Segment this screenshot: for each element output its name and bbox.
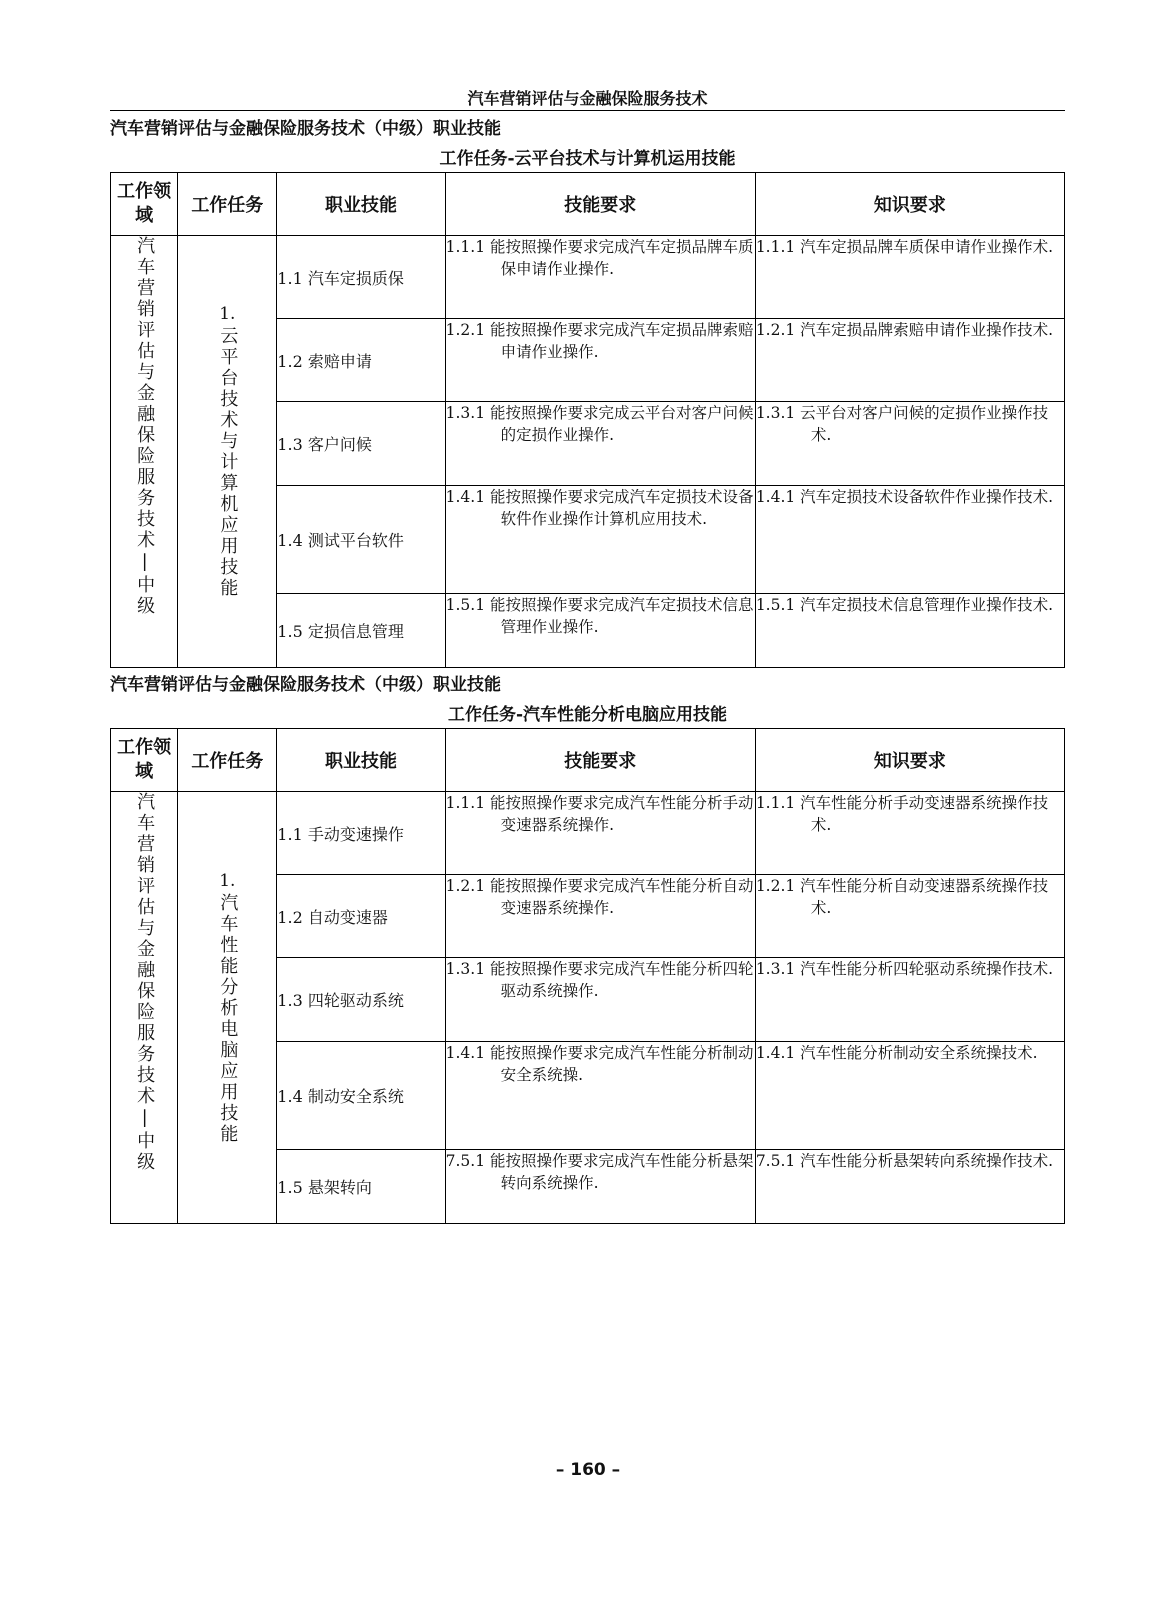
knowledge-req-text: 1.5.1 汽车定损技术信息管理作业操作技术.	[755, 596, 1054, 614]
skill-req-cell	[445, 236, 755, 319]
col-header-skill-req: 技能要求	[445, 729, 755, 792]
skill-req-text: 1.5.1 能按照操作要求完成汽车定损技术信息管理作业操作.	[445, 596, 754, 636]
knowledge-req-text: 1.2.1 汽车性能分析自动变速器系统操作技术.	[755, 877, 1049, 917]
skills-table-2	[110, 728, 1065, 1224]
knowledge-req-cell	[755, 594, 1064, 668]
knowledge-req-cell	[755, 958, 1064, 1042]
skill-cell: 1.4 测试平台软件	[277, 486, 445, 594]
col-header-domain: 工作领域	[111, 729, 178, 792]
header-rule	[110, 110, 1065, 111]
skill-req-cell	[445, 1042, 755, 1150]
skill-req-text: 1.2.1 能按照操作要求完成汽车性能分析自动变速器系统操作.	[445, 877, 754, 917]
skill-cell: 1.2 自动变速器	[277, 875, 445, 958]
running-header: 汽车营销评估与金融保险服务技术	[467, 89, 708, 108]
col-header-skill: 职业技能	[277, 729, 445, 792]
knowledge-req-cell	[755, 486, 1064, 594]
col-header-skill-req: 技能要求	[445, 173, 755, 236]
knowledge-req-text: 1.1.1 汽车定损品牌车质保申请作业操作术.	[755, 238, 1054, 256]
col-header-knowledge-req: 知识要求	[755, 173, 1064, 236]
skill-req-cell	[445, 486, 755, 594]
section-2-heading: 汽车营销评估与金融保险服务技术（中级）职业技能	[110, 675, 501, 695]
task-name: 云平台技术与计算机应用技能	[217, 326, 239, 599]
table-row	[111, 236, 1065, 319]
skill-req-text: 1.3.1 能按照操作要求完成云平台对客户问候的定损作业操作.	[445, 404, 754, 444]
knowledge-req-text: 1.4.1 汽车性能分析制动安全系统操技术.	[755, 1044, 1038, 1062]
knowledge-req-text: 7.5.1 汽车性能分析悬架转向系统操作技术.	[755, 1152, 1054, 1170]
skill-req-text: 1.3.1 能按照操作要求完成汽车性能分析四轮驱动系统操作.	[445, 960, 754, 1000]
skill-cell: 1.3 客户问候	[277, 402, 445, 486]
skill-cell: 1.1 手动变速操作	[277, 792, 445, 875]
section-2-subheading: 工作任务-汽车性能分析电脑应用技能	[447, 705, 728, 725]
skill-req-cell	[445, 402, 755, 486]
skill-cell: 1.5 定损信息管理	[277, 594, 445, 668]
domain-text: 汽车营销评估与金融保险服务技术|中级	[134, 792, 156, 1173]
skill-req-text: 1.4.1 能按照操作要求完成汽车定损技术设备软件作业操作计算机应用技术.	[445, 488, 754, 528]
page-number: – 160 –	[555, 1460, 621, 1480]
skill-req-text: 1.1.1 能按照操作要求完成汽车定损品牌车质保申请作业操作.	[445, 238, 754, 278]
section-1-subheading: 工作任务-云平台技术与计算机运用技能	[439, 149, 736, 169]
table-header-row	[111, 729, 1065, 792]
skill-cell: 1.1 汽车定损质保	[277, 236, 445, 319]
skill-req-text: 1.1.1 能按照操作要求完成汽车性能分析手动变速器系统操作.	[445, 794, 754, 834]
task-name: 汽车性能分析电脑应用技能	[217, 892, 239, 1145]
skill-req-cell	[445, 792, 755, 875]
skill-req-text: 7.5.1 能按照操作要求完成汽车性能分析悬架转向系统操作.	[445, 1152, 754, 1192]
col-header-domain: 工作领域	[111, 173, 178, 236]
knowledge-req-text: 1.1.1 汽车性能分析手动变速器系统操作技术.	[755, 794, 1049, 834]
knowledge-req-text: 1.3.1 云平台对客户问候的定损作业操作技术.	[755, 404, 1049, 444]
skill-req-cell	[445, 319, 755, 402]
knowledge-req-cell	[755, 875, 1064, 958]
col-header-knowledge-req: 知识要求	[755, 729, 1064, 792]
domain-text: 汽车营销评估与金融保险服务技术|中级	[134, 236, 156, 617]
section-1-heading: 汽车营销评估与金融保险服务技术（中级）职业技能	[110, 119, 501, 139]
skill-req-cell	[445, 594, 755, 668]
knowledge-req-text: 1.2.1 汽车定损品牌索赔申请作业操作技术.	[755, 321, 1054, 339]
table-header-row	[111, 173, 1065, 236]
knowledge-req-cell	[755, 1150, 1064, 1224]
task-cell	[178, 236, 277, 668]
knowledge-req-text: 1.4.1 汽车定损技术设备软件作业操作技术.	[755, 488, 1054, 506]
skill-req-text: 1.2.1 能按照操作要求完成汽车定损品牌索赔申请作业操作.	[445, 321, 754, 361]
skill-req-cell	[445, 875, 755, 958]
knowledge-req-text: 1.3.1 汽车性能分析四轮驱动系统操作技术.	[755, 960, 1054, 978]
skill-cell: 1.3 四轮驱动系统	[277, 958, 445, 1042]
knowledge-req-cell	[755, 319, 1064, 402]
col-header-task: 工作任务	[178, 173, 277, 236]
knowledge-req-cell	[755, 236, 1064, 319]
table-row	[111, 792, 1065, 875]
knowledge-req-cell	[755, 792, 1064, 875]
col-header-task: 工作任务	[178, 729, 277, 792]
task-number: 1.	[219, 304, 236, 324]
skills-table-1	[110, 172, 1065, 668]
knowledge-req-cell	[755, 402, 1064, 486]
skill-cell: 1.4 制动安全系统	[277, 1042, 445, 1150]
skill-cell: 1.5 悬架转向	[277, 1150, 445, 1224]
skill-cell: 1.2 索赔申请	[277, 319, 445, 402]
task-cell	[178, 792, 277, 1224]
skill-req-cell	[445, 1150, 755, 1224]
col-header-skill: 职业技能	[277, 173, 445, 236]
task-number: 1.	[219, 870, 236, 891]
domain-cell	[111, 236, 178, 668]
skill-req-text: 1.4.1 能按照操作要求完成汽车性能分析制动安全系统操.	[445, 1044, 754, 1084]
knowledge-req-cell	[755, 1042, 1064, 1150]
domain-cell	[111, 792, 178, 1224]
skill-req-cell	[445, 958, 755, 1042]
